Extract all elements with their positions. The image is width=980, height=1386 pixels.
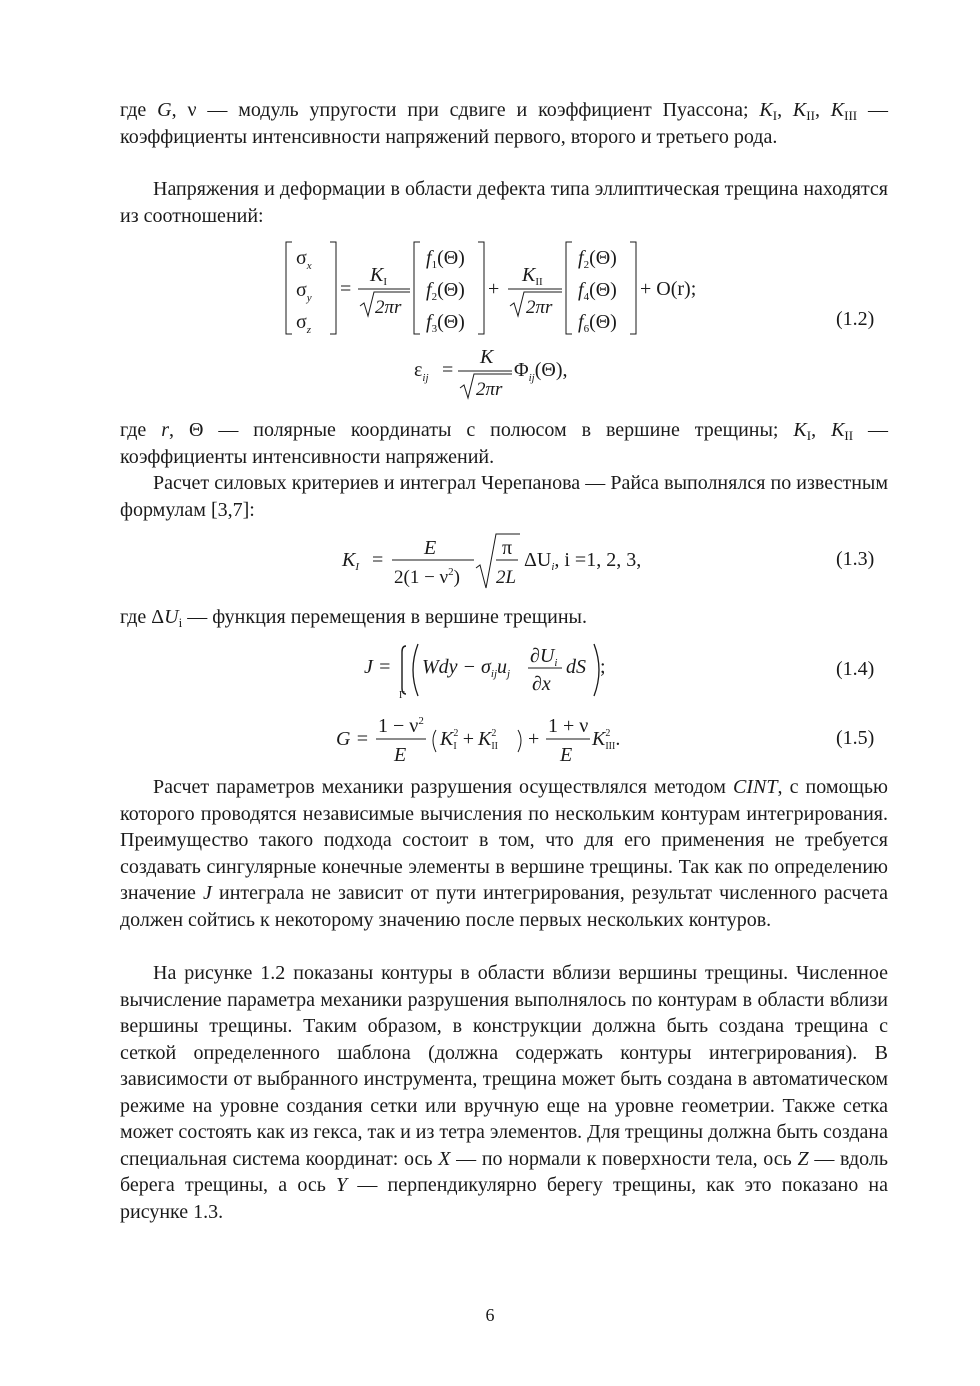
- paragraph-7: На рисунке 1.2 показаны контуры в области вблизи вершины трещины. Численное вычисление параметра механики разрушения выполнялось по контурам в области вблизи вершины трещины. Таким образом, в конструкции должна быть создана трещина с сеткой определенного шаблона (должна содержать контуры интегрирования). В зависимости от выбранного инструмента, трещина может быть создана в автоматическом режиме на уровне создания сетки или вручную еще на уровне геометрии. Также сетка может состоять как из гекса, так и из тетра элементов. Для трещины должна быть создана специальная система координат: ось X — по нормали к поверхности тела, ось Z — вдоль берега трещины, а ось Y — перпендикулярно берегу трещины, как это показано на рисунке 1.3.: [120, 962, 888, 1223]
- equation-1-4: [360, 640, 640, 702]
- equation-number-1-4: (1.4): [836, 658, 875, 680]
- equals-sign: =: [340, 278, 352, 300]
- svg-text:f6(Θ): $f_6(\Theta)$: [578, 311, 617, 335]
- svg-text:εij: $\varepsilon_{ij}$: [414, 359, 429, 384]
- svg-text:f3(Θ): $f_3(\Theta)$: [426, 311, 465, 335]
- svg-text:∂Ui: $\partial U_i$: [530, 645, 558, 669]
- equation-1-3: [340, 532, 680, 590]
- svg-text:Φij(Θ),: $\Phi_{ij}(\Theta)$,: [514, 359, 568, 384]
- svg-text:G =: G =: [336, 728, 369, 750]
- fraction-KI: [358, 264, 410, 318]
- svg-text:E: E: [560, 744, 573, 766]
- svg-text:2πr: 2πr: [526, 297, 553, 318]
- svg-text:∂x: ∂x: [532, 673, 551, 695]
- paragraph-1: где G, ν — модуль упругости при сдвиге и коэффициент Пуассона; $K_I$, $K_{II}$, $K_{III}$ — коэффициенты интенсивности напряжений первого, второго и третьего рода.: [120, 99, 888, 148]
- svg-text:2L: 2L: [496, 567, 517, 588]
- equation-1-5: [334, 712, 654, 768]
- svg-text:=: =: [372, 549, 384, 571]
- svg-text:KII: $K_{II}$: [522, 264, 543, 288]
- svg-text:f1(Θ): $f_1(\Theta)$: [426, 247, 465, 271]
- svg-text:=: =: [442, 359, 454, 381]
- svg-text:1 + ν: 1 + ν: [548, 715, 589, 737]
- svg-text:1 − ν2: $1 - \nu^2$: [378, 715, 424, 737]
- plus-sign: +: [488, 278, 500, 300]
- svg-text:E: E: [424, 537, 437, 559]
- paragraph-4: Расчет силовых критериев и интеграл Черепанова — Райса выполнялся по известным формулам [3,7]:: [120, 472, 888, 521]
- svg-text:2(1 − ν2): $2(1 - \nu^2)$: [394, 566, 460, 588]
- paragraph-3: где r, Θ — полярные координаты с полюсом в вершине трещины; $K_I$, $K_{II}$ — коэффициенты интенсивности напряжений.: [120, 419, 889, 468]
- paragraph-6: Расчет параметров механики разрушения осуществлялся методом CINT, с помощью которого проводятся независимые вычисления по нескольким контурам интегрирования. Преимущество такого подхода состоит в том, что для его применения не требуется создавать сингулярные конечные элементы в вершине трещины. Так как по определению значение J интеграла не зависит от пути интегрирования, результат численного расчета должен сойтись к некоторому значению после первых нескольких контуров.: [120, 776, 888, 931]
- paragraph-2: Напряжения и деформации в области дефекта типа эллиптическая трещина находятся из соотношений:: [120, 178, 888, 227]
- svg-text:ΔUi, i =1, 2, 3,: $\Delta U_i$, i =1, 2, 3,: [524, 549, 642, 573]
- equation-1-2: [280, 236, 740, 406]
- f-vector-1: [414, 242, 484, 335]
- big-o-term: + O(r);: [640, 278, 697, 300]
- page-number: 6: [485, 1305, 495, 1325]
- svg-text:+: +: [528, 728, 540, 750]
- equation-number-1-2: (1.2): [836, 308, 875, 330]
- svg-text:σx: $\sigma_x$: [296, 247, 312, 272]
- svg-text:;: ;: [600, 656, 606, 678]
- svg-text:σy: $\sigma_y$: [296, 279, 312, 304]
- svg-text:f2(Θ): $f_2(\Theta)$: [426, 279, 465, 303]
- svg-text:K2I+K2II: $K^2$ $I + K^2$ II: [440, 728, 498, 752]
- svg-text:E: E: [394, 744, 407, 766]
- equation-number-1-3: (1.3): [836, 548, 875, 570]
- svg-text:K: K: [480, 346, 494, 368]
- svg-text:dS: dS: [566, 656, 586, 678]
- svg-text:π: π: [502, 537, 513, 559]
- svg-text:KI: $K_I$: [370, 264, 388, 288]
- sigma-vector: [286, 242, 336, 336]
- svg-text:K2III.: $K^2$ III.: [592, 728, 621, 752]
- svg-text:f2(Θ): $f_2(\Theta)$: [578, 247, 617, 271]
- svg-text:Wdy − σijuj: Wdy − $\sigma_{ij}u_j$: [422, 656, 511, 680]
- svg-text:J =: J =: [364, 656, 392, 678]
- equation-number-1-5: (1.5): [836, 727, 875, 749]
- svg-text:f4(Θ): $f_4(\Theta)$: [578, 279, 617, 303]
- strain-equation: [414, 346, 568, 400]
- svg-text:Γ: Γ: [399, 690, 405, 701]
- svg-text:2πr: 2πr: [476, 379, 503, 400]
- paragraph-5: где $\Delta U_i$ — функция перемещения в вершине трещины.: [120, 606, 587, 630]
- f-vector-2: [566, 242, 636, 335]
- svg-text:KI: $K_I$: [342, 549, 360, 573]
- fraction-KII: [508, 264, 562, 318]
- svg-text:2πr: 2πr: [375, 297, 402, 318]
- svg-text:σz: $\sigma_z$: [296, 311, 312, 336]
